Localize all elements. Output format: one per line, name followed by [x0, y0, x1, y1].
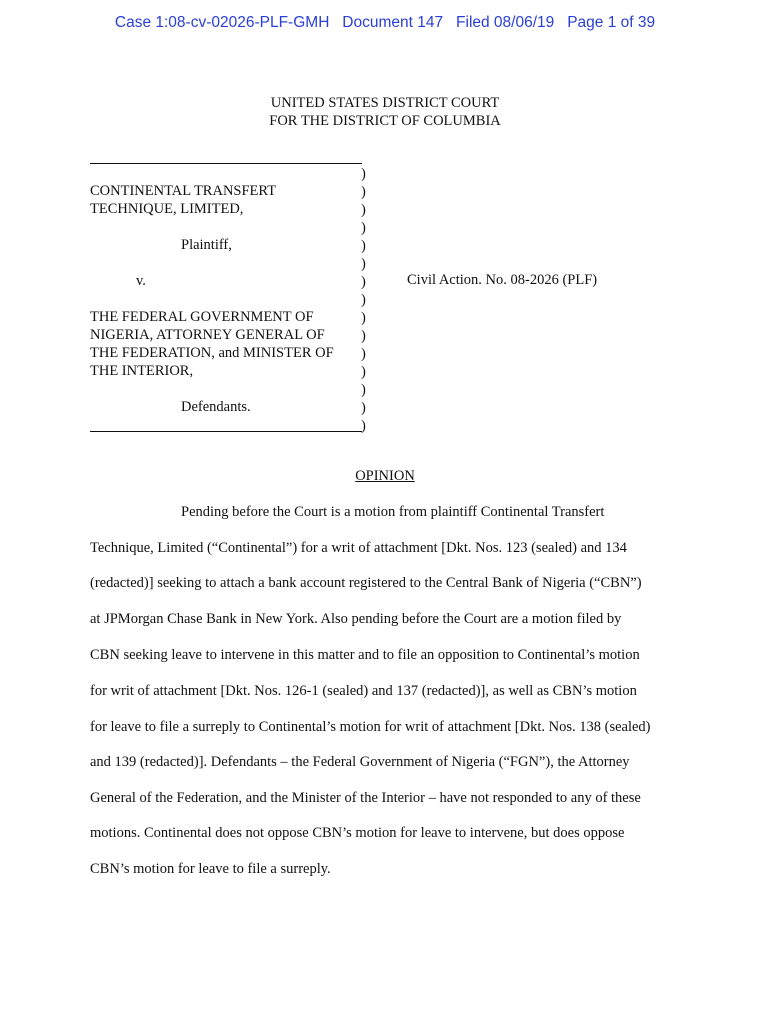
court-name: UNITED STATES DISTRICT COURT: [270, 95, 500, 111]
versus-label: v.: [136, 273, 146, 289]
caption-paren: ): [361, 400, 366, 416]
caption-paren: ): [361, 238, 366, 254]
caption-paren: ): [361, 202, 366, 218]
defendant-name-line3: THE FEDERATION, and MINISTER OF: [90, 345, 334, 361]
plaintiff-name-line1: CONTINENTAL TRANSFERT: [90, 183, 277, 199]
caption-bottom-rule: [90, 431, 362, 432]
caption-paren: ): [361, 310, 366, 326]
caption-paren: ): [361, 292, 366, 308]
body-line: at JPMorgan Chase Bank in New York. Also pending before the Court are a motion filed by: [90, 611, 622, 627]
opinion-title: OPINION: [355, 468, 415, 484]
body-line: (redacted)] seeking to attach a bank account registered to the Central Bank of Nigeria (“CBN”): [90, 575, 642, 591]
plaintiff-label: Plaintiff,: [181, 237, 232, 253]
caption-paren: ): [361, 364, 366, 380]
defendants-label: Defendants.: [181, 399, 251, 415]
defendant-name-line2: NIGERIA, ATTORNEY GENERAL OF: [90, 327, 325, 343]
caption-paren: ): [361, 166, 366, 182]
body-line: Technique, Limited (“Continental”) for a writ of attachment [Dkt. Nos. 123 (sealed) and 134: [90, 540, 627, 556]
civil-action-number: Civil Action. No. 08-2026 (PLF): [407, 272, 598, 288]
caption-paren-column: [361, 165, 366, 435]
caption-paren: ): [361, 382, 366, 398]
body-line: motions. Continental does not oppose CBN’s motion for leave to intervene, but does oppose: [90, 825, 625, 841]
body-line: and 139 (redacted)]. Defendants – the Federal Government of Nigeria (“FGN”), the Attorney: [90, 754, 630, 770]
caption-paren: ): [361, 220, 366, 236]
body-line: for writ of attachment [Dkt. Nos. 126-1 (sealed) and 137 (redacted)], as well as CBN’s motion: [90, 683, 637, 699]
caption-paren: ): [361, 184, 366, 200]
caption-paren: ): [361, 418, 366, 434]
body-line: CBN seeking leave to intervene in this matter and to file an opposition to Continental’s motion: [90, 647, 640, 663]
caption-paren: ): [361, 256, 366, 272]
body-line: General of the Federation, and the Minister of the Interior – have not responded to any of these: [90, 790, 641, 806]
body-line: CBN’s motion for leave to file a surreply.: [90, 861, 331, 877]
caption-paren: ): [361, 346, 366, 362]
plaintiff-name-line2: TECHNIQUE, LIMITED,: [90, 201, 244, 217]
defendant-name-line1: THE FEDERAL GOVERNMENT OF: [90, 309, 314, 325]
court-heading: [0, 94, 770, 130]
body-line: Pending before the Court is a motion from plaintiff Continental Transfert: [181, 504, 605, 520]
caption-paren: ): [361, 328, 366, 344]
caption-paren: ): [361, 274, 366, 290]
defendant-name-line4: THE INTERIOR,: [90, 363, 194, 379]
body-line: for leave to file a surreply to Continental’s motion for writ of attachment [Dkt. Nos. 138 (sealed): [90, 719, 651, 735]
case-filing-stamp: Case 1:08-cv-02026-PLF-GMH Document 147 Filed 08/06/19 Page 1 of 39: [114, 14, 656, 31]
caption-top-rule: [90, 163, 362, 164]
court-district: FOR THE DISTRICT OF COLUMBIA: [269, 113, 501, 129]
